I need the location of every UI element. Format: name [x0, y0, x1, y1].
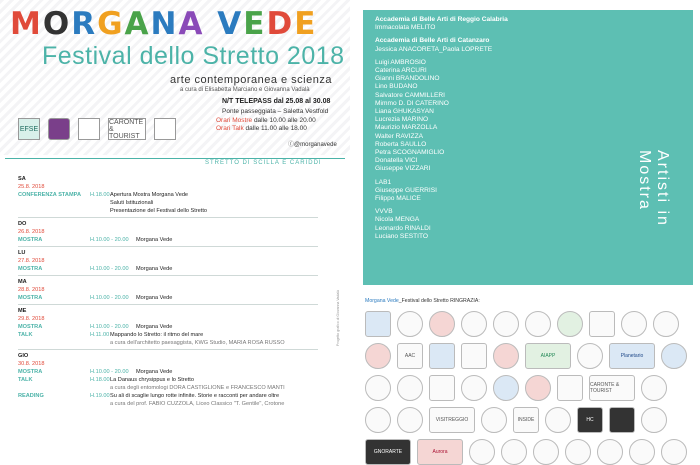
- facebook-icon: ⓕ: [288, 142, 295, 148]
- artists-panel: [363, 10, 693, 285]
- artist-name: Roberta SAULLO: [375, 140, 427, 148]
- partner-logo: [641, 407, 667, 433]
- sponsor-logos: [18, 118, 176, 140]
- artist-name: Giuseppe VIZZARI: [375, 165, 431, 173]
- partner-logo: [493, 311, 519, 337]
- partner-logo: [589, 311, 615, 337]
- partner-logo: [661, 343, 687, 369]
- partner-logo: [565, 439, 591, 465]
- partner-logo: [397, 407, 423, 433]
- partner-logo: [429, 375, 455, 401]
- partner-logo: [629, 439, 655, 465]
- partner-logo: [557, 375, 583, 401]
- vvvb-heading: VVVB: [375, 208, 393, 216]
- graphic-credit: Progetto grafico di Giovanna Vadalà: [336, 290, 340, 346]
- artist-name: Immacolata MELITO: [375, 24, 436, 32]
- ship-logo: [78, 118, 100, 140]
- artist-name: Salvatore CAMMILLERI: [375, 91, 445, 99]
- schedule-date: 27.8. 2018: [18, 258, 45, 264]
- schedule-day: DO: [18, 221, 27, 227]
- curated-by: a cura di Elisabetta Marciano e Giovanna Vadalà: [180, 87, 310, 93]
- festival-title: Festival dello Stretto 2018: [42, 42, 345, 70]
- schedule-item: a cura del prof. FABIO CUZZOLA, Liceo Classico "T. Gentile", Crotone: [110, 401, 285, 407]
- schedule-day: GIO: [18, 353, 29, 359]
- artist-name: Luciano SESTITO: [375, 232, 429, 240]
- partner-logo: [469, 439, 495, 465]
- artist-name: Lino BUDANO: [375, 83, 418, 91]
- artists-vertical-title: Artisti in Mostra: [636, 150, 671, 227]
- schedule-item: MOSTRA H.10.00 - 20.00 Morgana Vede: [18, 295, 173, 301]
- artist-name: Mimmo D. DI CATERINO: [375, 99, 449, 107]
- partner-logo: [545, 407, 571, 433]
- partner-logo: [661, 439, 687, 465]
- partner-logo: [597, 439, 623, 465]
- partner-logo: [501, 439, 527, 465]
- event-venue: Ponte passeggiata – Saletta Vestfold: [222, 108, 329, 115]
- event-hours: Orari Mostre dalle 10.00 alle 20.00 Orari Talk dalle 11.00 alle 18.00: [216, 117, 316, 132]
- partner-logo: [525, 311, 551, 337]
- partner-logo: [493, 343, 519, 369]
- partner-logo: [641, 375, 667, 401]
- caronte-tourist-logo: CARONTE & TOURIST: [108, 118, 146, 140]
- partner-logo: INSIDE: [513, 407, 539, 433]
- schedule-date: 30.8. 2018: [18, 361, 45, 367]
- schedule-item: MOSTRA H.10.00 - 20.00 Morgana Vede: [18, 369, 173, 375]
- schedule-day: ME: [18, 308, 27, 314]
- schedule-item: MOSTRA H.10.00 - 20.00 Morgana Vede: [18, 237, 173, 243]
- partner-logo: [461, 375, 487, 401]
- morgana-vede-logo: MORGANA VEDE: [10, 6, 318, 42]
- section-title: STRETTO DI SCILLA E CARIDDI: [205, 160, 322, 166]
- schedule-divider: [18, 304, 318, 305]
- partner-logo: [481, 407, 507, 433]
- artist-name: Liana GHUKASYAN: [375, 108, 434, 116]
- schedule-date: 26.8. 2018: [18, 229, 45, 235]
- partner-logos: [365, 311, 695, 465]
- efse-logo: EFSE: [18, 118, 40, 140]
- artist-name: Jessica ANACORETA_Paola LOPRETE: [375, 45, 493, 53]
- artist-name: Donatella VICI: [375, 157, 418, 165]
- partner-logo: Aurora: [417, 439, 463, 465]
- schedule-item: Presentazione del Festival dello Stretto: [110, 208, 208, 214]
- schedule-day: MA: [18, 279, 27, 285]
- partner-logo: [533, 439, 559, 465]
- partner-logo: [154, 118, 176, 140]
- schedule-divider: [18, 349, 318, 350]
- lab-heading: LAB1: [375, 178, 392, 186]
- partner-logo: [397, 311, 423, 337]
- schedule-item: a cura degli entomologi DORA CASTIGLIONE e FRANCESCO MANTI: [110, 385, 285, 391]
- partner-logo: [429, 311, 455, 337]
- partner-logo: AIAPP: [525, 343, 571, 369]
- artists-list: [375, 16, 508, 241]
- partner-logo: [429, 343, 455, 369]
- partner-logo: [577, 343, 603, 369]
- schedule-divider: [18, 275, 318, 276]
- schedule-item: TALK H.18.00 La Danaus chrysippus e lo Stretto: [18, 377, 194, 383]
- partner-logo: [365, 375, 391, 401]
- schedule-item: Saluti Istituzionali: [110, 200, 154, 206]
- partner-logo: [557, 311, 583, 337]
- schedule-date: 25.8. 2018: [18, 184, 45, 190]
- schedule-item: READING H.19.00 Su ali di scaglie lungo rotte infinite. Storie e racconti per andare oltre: [18, 393, 280, 399]
- schedule-item: TALK H.11.00 Mappando lo Stretto: il ritmo del mare: [18, 332, 204, 338]
- partner-logo: [365, 407, 391, 433]
- schedule-date: 28.8. 2018: [18, 287, 45, 293]
- social-handle[interactable]: ⓕ@morganavede: [288, 142, 337, 148]
- subtitle: arte contemporanea e scienza: [170, 74, 332, 86]
- hero: [0, 0, 350, 155]
- partner-logo: GNORARTE: [365, 439, 411, 465]
- schedule: [18, 175, 318, 408]
- partner-logo: [461, 343, 487, 369]
- artist-name: Lucrezia MARINO: [375, 116, 429, 124]
- partner-logo: CARONTE & TOURIST: [589, 375, 635, 401]
- schedule-day: SA: [18, 176, 26, 182]
- left-page: [0, 0, 350, 450]
- partner-logo: [493, 375, 519, 401]
- academy-heading-catanzaro: Accademia di Belle Arti di Catanzaro: [375, 37, 490, 45]
- partner-logo: [621, 311, 647, 337]
- partner-logo: [365, 311, 391, 337]
- artist-name: Filippo MALICE: [375, 195, 421, 203]
- partner-logo: AAC: [397, 343, 423, 369]
- partner-logo: [609, 407, 635, 433]
- partner-logo: [525, 375, 551, 401]
- partner-logo: [653, 311, 679, 337]
- artist-name: Giuseppe GUERRISI: [375, 186, 437, 194]
- schedule-item: a cura dell'architetto paesaggista, KWG Studio, MARIA ROSA RUSSO: [110, 340, 285, 346]
- section-divider: [5, 158, 345, 159]
- event-dates: N/T TELEPASS dal 25.08 al 30.08: [222, 98, 331, 105]
- schedule-item: MOSTRA H.10.00 - 20.00 Morgana Vede: [18, 266, 173, 272]
- partner-logo: HC: [577, 407, 603, 433]
- schedule-day: LU: [18, 250, 26, 256]
- artist-name: Leonardo RINALDI: [375, 224, 431, 232]
- partner-logo: VISITREGGIO: [429, 407, 475, 433]
- partner-logo: Planetario: [609, 343, 655, 369]
- partner-logo: [397, 375, 423, 401]
- schedule-divider: [18, 217, 318, 218]
- artist-name: Maurizio MARZOLLA: [375, 124, 438, 132]
- schedule-item: CONFERENZA STAMPA H.18.00 Apertura Mostra Morgana Vede: [18, 192, 189, 198]
- artist-name: Walter RAVIZZA: [375, 132, 423, 140]
- thanks-line: Morgana Vede_Festival dello Stretto RINGRAZIA:: [365, 298, 480, 304]
- institution-logo: [48, 118, 70, 140]
- schedule-date: 29.8. 2018: [18, 316, 45, 322]
- partner-logo: [461, 311, 487, 337]
- artist-name: Luigi AMBROSIO: [375, 58, 426, 66]
- artist-name: Caterina ARCURI: [375, 67, 427, 75]
- artist-name: Petra SCOGNAMIGLIO: [375, 149, 445, 157]
- partner-logo: [365, 343, 391, 369]
- schedule-item: MOSTRA H.10.00 - 20.00 Morgana Vede: [18, 324, 173, 330]
- schedule-divider: [18, 246, 318, 247]
- artist-name: Gianni BRANDOLINO: [375, 75, 440, 83]
- academy-heading-reggio: Accademia di Belle Arti di Reggio Calabria: [375, 16, 508, 23]
- artist-name: Nicola MENGA: [375, 216, 420, 224]
